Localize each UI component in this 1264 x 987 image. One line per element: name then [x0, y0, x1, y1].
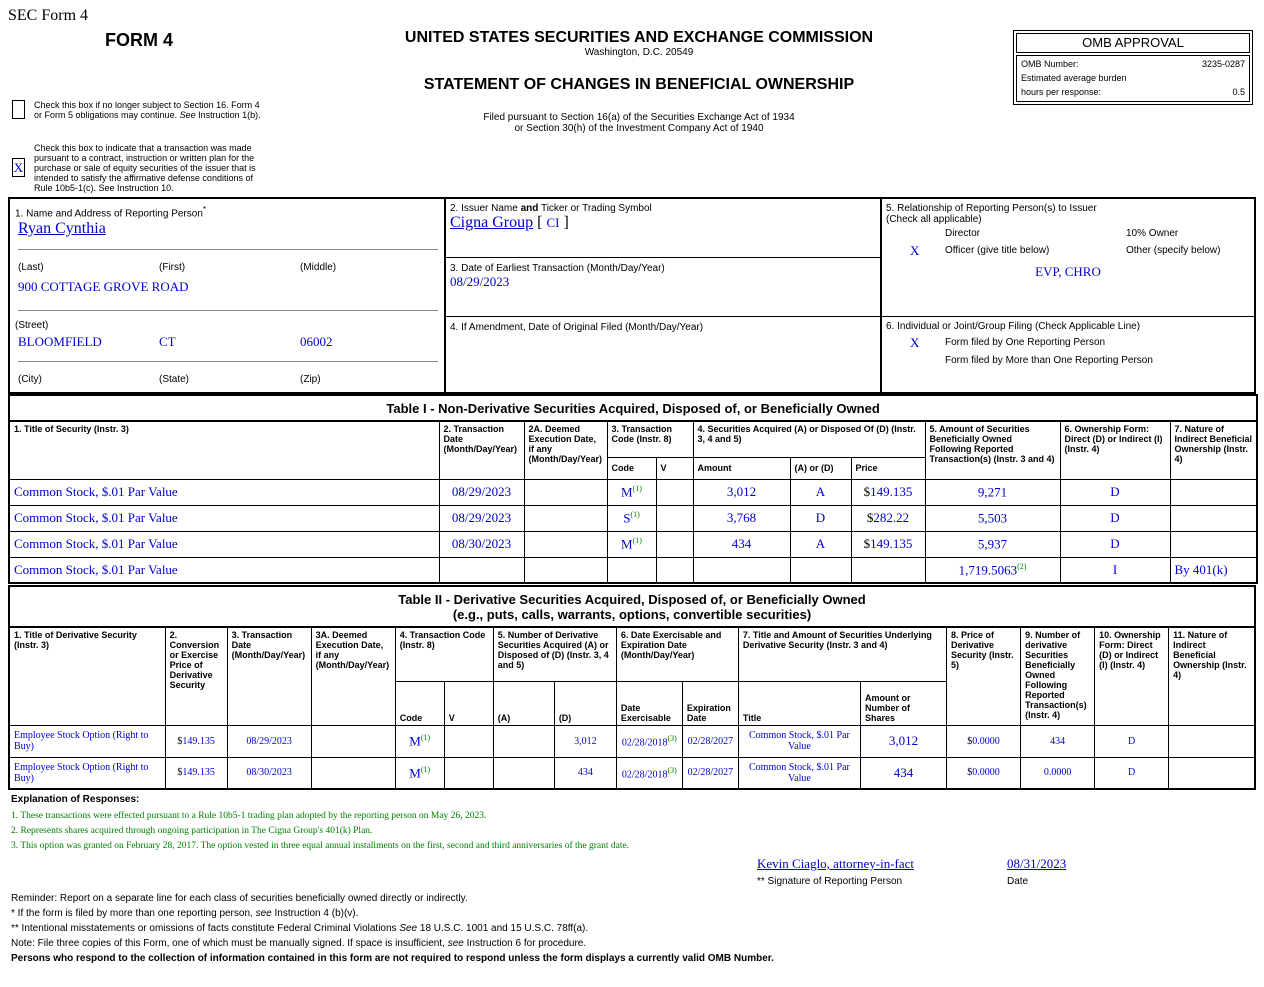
acquired-disposed-value: A: [815, 536, 826, 551]
date-exercisable: [616, 725, 682, 757]
owned-following-value: 5,937: [977, 536, 1008, 552]
table-1-row: [9, 505, 1257, 531]
derivative-title-value: Employee Stock Option (Right to Buy): [14, 761, 149, 784]
reporting-person-label: [15, 205, 206, 219]
section16-see: See: [179, 110, 196, 120]
issuer-box: [445, 198, 881, 258]
amount-value: 434: [731, 536, 752, 551]
ownership-form-value: D: [1128, 735, 1136, 747]
issuer-label-and: and: [520, 203, 539, 214]
ownership-nature: [1170, 557, 1257, 583]
table-2: [8, 585, 1256, 790]
transaction-code-value: S: [623, 510, 631, 526]
owned-following: [925, 531, 1060, 557]
deemed-date: [524, 557, 607, 583]
sec-form-label: SEC Form 4: [8, 7, 89, 24]
t2-h-nature: 11. Nature of Indirect Beneficial Ownership (Instr. 4): [1169, 627, 1255, 725]
reporting-person-box: [9, 198, 445, 393]
code-v: [656, 479, 693, 505]
owned-following-value: 9,271: [977, 484, 1008, 500]
acquired-a: [493, 757, 554, 789]
price: [851, 505, 925, 531]
t2-sub-d: (D): [554, 681, 616, 725]
issuer-name[interactable]: Cigna Group: [450, 214, 534, 231]
section16-checkbox[interactable]: [12, 100, 25, 119]
disposed-d-value: 3,012: [574, 735, 597, 747]
name-underline: [18, 249, 438, 250]
t2-h-price: 8. Price of Derivative Security (Instr. 5): [947, 627, 1021, 725]
explanation-title: Explanation of Responses:: [11, 794, 140, 805]
derivative-price-currency: $: [967, 767, 973, 779]
derivative-owned-value: 434: [1050, 735, 1066, 747]
security-title-value: Common Stock, $.01 Par Value: [14, 536, 178, 551]
disposed-d: [554, 757, 616, 789]
filing-one-label: Form filed by One Reporting Person: [945, 337, 1106, 348]
city-label: (City): [18, 374, 42, 385]
table-2-title-2: (e.g., puts, calls, warrants, options, convertible securities): [452, 606, 812, 622]
omb-burden-label: Estimated average burden: [1021, 73, 1127, 83]
underlying-title-value: Common Stock, $.01 Par Value: [749, 730, 850, 752]
footer-line-3: [11, 936, 774, 951]
derivative-owned-value: 0.0000: [1043, 767, 1072, 779]
t1-h-nature: 7. Nature of Indirect Beneficial Ownership (Instr. 4): [1170, 421, 1257, 479]
ownership-form: [1060, 557, 1170, 583]
filed-line-2: or Section 30(h) of the Investment Company Act of 1940: [514, 123, 764, 134]
ownership-form-value: D: [1110, 510, 1120, 525]
ownership-nature: [1170, 505, 1257, 531]
derivative-title: [9, 757, 165, 789]
t2-h-date: 3. Transaction Date (Month/Day/Year): [227, 627, 311, 725]
ownership-form-value: D: [1128, 767, 1136, 779]
transaction-code-value: M: [409, 764, 421, 780]
t2-h-number: 5. Number of Derivative Securities Acquired (A) or Disposed of (D) (Instr. 3, 4 and 5): [493, 627, 616, 681]
transaction-code-value: M: [409, 733, 421, 749]
transaction-date-value: 08/30/2023: [451, 536, 512, 551]
ownership-form: [1060, 505, 1170, 531]
deemed-date: [311, 725, 395, 757]
transaction-date: [439, 531, 524, 557]
acquired-a: [493, 725, 554, 757]
transaction-code-footnote: (1): [420, 732, 431, 742]
derivative-title-value: Employee Stock Option (Right to Buy): [14, 730, 149, 752]
footer-notes: [11, 891, 774, 966]
transaction-date: [439, 557, 524, 583]
t2-sub-title: Title: [738, 681, 860, 725]
date-exercisable-footnote: (3): [667, 766, 677, 776]
omb-number-value: 3235-0287: [1201, 59, 1245, 69]
explanation-notes: [11, 809, 629, 854]
transaction-code-value: M: [621, 536, 633, 552]
t2-h-form: 10. Ownership Form: Direct (D) or Indirect (I) (Instr. 4): [1095, 627, 1169, 725]
disposed-d: [554, 725, 616, 757]
conversion-price: [165, 725, 227, 757]
ownership-nature: [1170, 531, 1257, 557]
issuer-row: [450, 214, 569, 232]
price-value: 149.135: [870, 536, 913, 551]
derivative-title: [9, 725, 165, 757]
table-1-row: [9, 557, 1257, 583]
acquired-disposed: [790, 505, 851, 531]
underlying-amount: [860, 725, 946, 757]
street-value: 900 COTTAGE GROVE ROAD: [18, 279, 189, 294]
owned-following: [925, 479, 1060, 505]
rule10b5-text: Check this box to indicate that a transaction was made pursuant to a contract, instruction or written plan for the purchase or sale of equity securities of the issuer that is intended to satisfy the affirmative defense conditions of Rule 10b5-1(c). See Instruction 10.: [34, 143, 256, 193]
officer-label: Officer (give title below): [945, 245, 1050, 256]
acquired-disposed: [790, 531, 851, 557]
derivative-owned: [1021, 757, 1095, 789]
signature-date[interactable]: 08/31/2023: [1007, 856, 1067, 871]
t2-h-title: 1. Title of Derivative Security (Instr. 3): [9, 627, 165, 725]
price-currency: $: [863, 484, 871, 499]
ownership-form-value: I: [1112, 561, 1118, 577]
t1-h-date: 2. Transaction Date (Month/Day/Year): [439, 421, 524, 479]
derivative-price-currency: $: [967, 735, 973, 747]
footer-line-1-see: see: [255, 908, 272, 919]
conversion-price-currency: $: [177, 767, 183, 779]
amount: [693, 479, 790, 505]
derivative-price: [947, 757, 1021, 789]
date-exercisable-value: 02/28/2018: [621, 737, 668, 749]
t1-h-code: 3. Transaction Code (Instr. 8): [607, 421, 693, 457]
filed-line-1: Filed pursuant to Section 16(a) of the Securities Exchange Act of 1934: [483, 112, 795, 123]
deemed-date: [524, 479, 607, 505]
code-v: [656, 531, 693, 557]
section16-text-a: Check this box if no longer subject to Section 16. Form 4 or Form 5 obligations may continue.: [34, 100, 260, 120]
issuer-label: [450, 203, 652, 214]
owned-following: [925, 557, 1060, 583]
signature-label: ** Signature of Reporting Person: [757, 876, 903, 887]
table-1-row: [9, 531, 1257, 557]
date-label: Date: [1007, 876, 1029, 887]
filing-one-mark[interactable]: X: [910, 335, 920, 350]
reporting-person-name[interactable]: Ryan Cynthia: [18, 220, 106, 237]
footer-line-1-b: Instruction 4 (b)(v).: [271, 908, 359, 919]
omb-number-label: OMB Number:: [1021, 59, 1079, 69]
t2-sub-a: (A): [493, 681, 554, 725]
t2-sub-amount: Amount or Number of Shares: [860, 681, 946, 725]
zip-value: 06002: [300, 334, 333, 349]
section16-text: [34, 100, 264, 120]
t1-sub-ad: (A) or (D): [790, 457, 851, 479]
filing-box: [881, 316, 1255, 393]
price-currency: $: [866, 510, 874, 525]
transaction-date-value: 08/29/2023: [451, 484, 512, 499]
state-label: (State): [159, 374, 190, 385]
price-currency: $: [863, 536, 871, 551]
filing-label: 6. Individual or Joint/Group Filing (Check Applicable Line): [886, 321, 1141, 332]
transaction-code-footnote: (1): [632, 535, 642, 545]
amount: [693, 531, 790, 557]
t2-h-code: 4. Transaction Code (Instr. 8): [395, 627, 493, 681]
t1-h-deemed: 2A. Deemed Execution Date, if any (Month/Day/Year): [524, 421, 607, 479]
acquired-disposed: [790, 479, 851, 505]
conversion-price-value: 149.135: [182, 767, 215, 779]
expiration-date: [682, 725, 738, 757]
deemed-date: [311, 757, 395, 789]
officer-mark[interactable]: X: [910, 243, 920, 258]
table-1-title: Table I - Non-Derivative Securities Acquired, Disposed of, or Beneficially Owned: [9, 395, 1257, 421]
owned-following-value: 5,503: [977, 510, 1008, 526]
deemed-date: [524, 505, 607, 531]
ownership-form-value: D: [1110, 484, 1120, 499]
explanation-note: 3. This option was granted on February 28, 2017. The option vested in three equal annual installments on the first, second and third anniversaries of the grant date.: [11, 841, 630, 851]
last-label: (Last): [18, 262, 44, 273]
middle-label: (Middle): [300, 262, 337, 273]
security-title: [9, 557, 439, 583]
t2-h-exercisable: 6. Date Exercisable and Expiration Date (Month/Day/Year): [616, 627, 738, 681]
relationship-label-2: (Check all applicable): [886, 214, 982, 225]
acquired-disposed: [790, 557, 851, 583]
section16-text-b: Instruction 1(b).: [195, 110, 261, 120]
t1-sub-code: Code: [607, 457, 656, 479]
amendment-box: [445, 316, 881, 393]
filing-more-label: Form filed by More than One Reporting Person: [945, 355, 1153, 366]
date-exercisable-value: 02/28/2018: [621, 769, 668, 781]
t2-sub-expiration: Expiration Date: [682, 681, 738, 725]
ownership-nature: [1170, 479, 1257, 505]
amount: [693, 557, 790, 583]
date-exercisable: [616, 757, 682, 789]
expiration-date: [682, 757, 738, 789]
security-title-value: Common Stock, $.01 Par Value: [14, 561, 178, 577]
deemed-date: [524, 531, 607, 557]
transaction-code: [607, 531, 656, 557]
director-label: Director: [945, 228, 981, 239]
transaction-code-footnote: (1): [630, 509, 640, 519]
signature-name[interactable]: Kevin Ciaglo, attorney-in-fact: [757, 856, 915, 871]
transaction-code: [607, 557, 656, 583]
underlying-title: [738, 757, 860, 789]
transaction-date-value: 08/29/2023: [246, 735, 292, 747]
security-title: [9, 479, 439, 505]
footer-omb-notice: Persons who respond to the collection of information contained in this form are not required to respond unless the form displays a currently valid OMB Number.: [11, 953, 774, 964]
amount-value: 3,768: [726, 510, 757, 525]
t1-h-owned: 5. Amount of Securities Beneficially Owned Following Reported Transaction(s) (Instr. 3 and 4): [925, 421, 1060, 479]
t2-sub-code: Code: [395, 681, 444, 725]
security-title-value: Common Stock, $.01 Par Value: [14, 484, 178, 499]
t2-h-owned: 9. Number of derivative Securities Beneficially Owned Following Reported Transaction(s) (Instr. 4): [1021, 627, 1095, 725]
footer-line-3-a: Note: File three copies of this Form, one of which must be manually signed. If space is insufficient,: [11, 938, 448, 949]
ticker-bracket-close: ]: [563, 214, 569, 231]
transaction-code: [607, 479, 656, 505]
ownership-form: [1095, 757, 1169, 789]
t2-h-deemed: 3A. Deemed Execution Date, if any (Month/Day/Year): [311, 627, 395, 725]
underlying-amount: [860, 757, 946, 789]
ticker-bracket-open: [: [537, 214, 543, 231]
ownership-form: [1095, 725, 1169, 757]
conversion-price-value: 149.135: [182, 735, 215, 747]
table-2-row: [9, 725, 1255, 757]
t1-sub-v: V: [656, 457, 693, 479]
officer-title: EVP, CHRO: [1035, 264, 1101, 279]
other-label: Other (specify below): [1126, 245, 1221, 256]
relationship-label-1: 5. Relationship of Reporting Person(s) to Issuer: [886, 203, 1097, 214]
city-value: BLOOMFIELD: [18, 334, 102, 349]
filed-pursuant: [340, 112, 938, 134]
issuer-ticker[interactable]: CI: [546, 215, 560, 230]
table-2-title: [9, 586, 1255, 627]
code-v: [656, 505, 693, 531]
price: [851, 531, 925, 557]
first-label: (First): [159, 262, 186, 273]
transaction-date: [227, 757, 311, 789]
footer-line-1: [11, 906, 774, 921]
ownership-form: [1060, 531, 1170, 557]
owner10-label: 10% Owner: [1126, 228, 1179, 239]
conversion-price-currency: $: [177, 735, 183, 747]
t2-sub-v: V: [444, 681, 493, 725]
t1-h-acquired: 4. Securities Acquired (A) or Disposed Of (D) (Instr. 3, 4 and 5): [693, 421, 925, 457]
ownership-nature: [1169, 757, 1255, 789]
code-v: [444, 725, 493, 757]
derivative-price-value: 0.0000: [972, 767, 1000, 779]
security-title: [9, 505, 439, 531]
derivative-price: [947, 725, 1021, 757]
reporting-person-label-text: 1. Name and Address of Reporting Person: [15, 208, 203, 220]
street-underline: [18, 310, 438, 311]
owned-following-value: 1,719.5063: [958, 561, 1018, 577]
transaction-date: [439, 505, 524, 531]
transaction-code: [395, 725, 444, 757]
transaction-code-value: M: [621, 484, 633, 500]
derivative-price-value: 0.0000: [972, 735, 1000, 747]
table-2-title-1: Table II - Derivative Securities Acquired, Disposed of, or Beneficially Owned: [398, 591, 866, 607]
earliest-date-box: [445, 257, 881, 317]
agency-title: UNITED STATES SECURITIES AND EXCHANGE COMMISSION: [404, 29, 874, 46]
omb-title: OMB APPROVAL: [1016, 33, 1250, 53]
t1-sub-price: Price: [851, 457, 925, 479]
expiration-date-value: 02/28/2027: [687, 767, 734, 779]
agency-city: Washington, D.C. 20549: [584, 47, 694, 58]
t1-h-title: 1. Title of Security (Instr. 3): [9, 421, 439, 479]
earliest-date-value: 08/29/2023: [450, 274, 510, 289]
acquired-disposed-value: D: [815, 510, 826, 525]
transaction-date-value: 08/30/2023: [246, 767, 292, 779]
transaction-code-footnote: (1): [420, 764, 431, 774]
acquired-disposed-value: A: [815, 484, 826, 499]
amount-value: 3,012: [726, 484, 757, 499]
reporting-person-asterisk: *: [202, 205, 207, 214]
zip-label: (Zip): [300, 374, 321, 385]
underlying-amount-value: 434: [893, 764, 914, 780]
code-v: [444, 757, 493, 789]
omb-approval-box: [1013, 30, 1253, 105]
statement-title: STATEMENT OF CHANGES IN BENEFICIAL OWNERSHIP: [423, 76, 855, 93]
relationship-label: [886, 203, 1097, 225]
table-2-row: [9, 757, 1255, 789]
security-title: [9, 531, 439, 557]
rule10b5-checkbox[interactable]: X: [13, 160, 24, 175]
underlying-amount-value: 3,012: [888, 733, 919, 748]
t2-sub-exercisable: Date Exercisable: [616, 681, 682, 725]
footer-reminder: Reminder: Report on a separate line for each class of securities beneficially owned directly or indirectly.: [11, 893, 468, 904]
price-value: 149.135: [870, 484, 913, 499]
security-title-value: Common Stock, $.01 Par Value: [14, 510, 178, 525]
ownership-form-value: D: [1110, 536, 1120, 551]
amount: [693, 505, 790, 531]
footer-line-2-see: See: [399, 923, 418, 934]
transaction-date: [439, 479, 524, 505]
underlying-title-value: Common Stock, $.01 Par Value: [749, 761, 850, 784]
transaction-code-footnote: (1): [632, 483, 642, 493]
t2-h-conversion: 2. Conversion or Exercise Price of Derivative Security: [165, 627, 227, 725]
code-v: [656, 557, 693, 583]
price: [851, 479, 925, 505]
conversion-price: [165, 757, 227, 789]
earliest-date-label: 3. Date of Earliest Transaction (Month/Day/Year): [450, 263, 665, 274]
street-label: (Street): [15, 320, 49, 331]
underlying-title: [738, 725, 860, 757]
footer-line-1-a: * If the form is filed by more than one reporting person,: [11, 908, 256, 919]
t1-sub-amount: Amount: [693, 457, 790, 479]
table-1: [8, 394, 1258, 584]
omb-hours-label: hours per response:: [1021, 87, 1102, 97]
footer-line-3-see: see: [447, 938, 464, 949]
owned-following-footnote: (2): [1017, 561, 1027, 571]
ownership-nature: [1169, 725, 1255, 757]
explanation-note: 2. Represents shares acquired through ongoing participation in The Cigna Group's 401(k) Plan.: [11, 826, 373, 836]
form-title: FORM 4: [105, 30, 174, 50]
price-value: 282.22: [873, 510, 910, 525]
transaction-date: [227, 725, 311, 757]
disposed-d-value: 434: [577, 767, 593, 779]
state-value: CT: [159, 334, 176, 349]
t2-h-underlying: 7. Title and Amount of Securities Underlying Derivative Security (Instr. 3 and 4): [738, 627, 946, 681]
issuer-label-a: 2. Issuer Name: [450, 203, 521, 214]
derivative-owned: [1021, 725, 1095, 757]
ownership-form: [1060, 479, 1170, 505]
explanation-note: 1. These transactions were effected pursuant to a Rule 10b5-1 trading plan adopted by the reporting person on May 26, 2023.: [11, 811, 487, 821]
transaction-code: [395, 757, 444, 789]
expiration-date-value: 02/28/2027: [687, 735, 734, 747]
price: [851, 557, 925, 583]
ownership-nature-value: By 401(k): [1174, 561, 1228, 577]
issuer-label-b: Ticker or Trading Symbol: [538, 203, 652, 214]
owned-following: [925, 505, 1060, 531]
footer-line-3-b: Instruction 6 for procedure.: [463, 938, 587, 949]
relationship-box: [881, 198, 1255, 317]
omb-details: [1016, 55, 1250, 102]
footer-line-2-b: 18 U.S.C. 1001 and 15 U.S.C. 78ff(a).: [417, 923, 589, 934]
table-1-row: [9, 479, 1257, 505]
transaction-date-value: 08/29/2023: [451, 510, 512, 525]
footer-line-2-a: ** Intentional misstatements or omissions of facts constitute Federal Criminal Violations: [11, 923, 400, 934]
transaction-code: [607, 505, 656, 531]
footer-line-2: [11, 921, 774, 936]
city-underline: [18, 361, 438, 362]
t1-h-form: 6. Ownership Form: Direct (D) or Indirect (I) (Instr. 4): [1060, 421, 1170, 479]
amendment-label: 4. If Amendment, Date of Original Filed (Month/Day/Year): [450, 322, 704, 333]
date-exercisable-footnote: (3): [667, 734, 677, 744]
omb-hours-value: 0.5: [1232, 87, 1245, 97]
